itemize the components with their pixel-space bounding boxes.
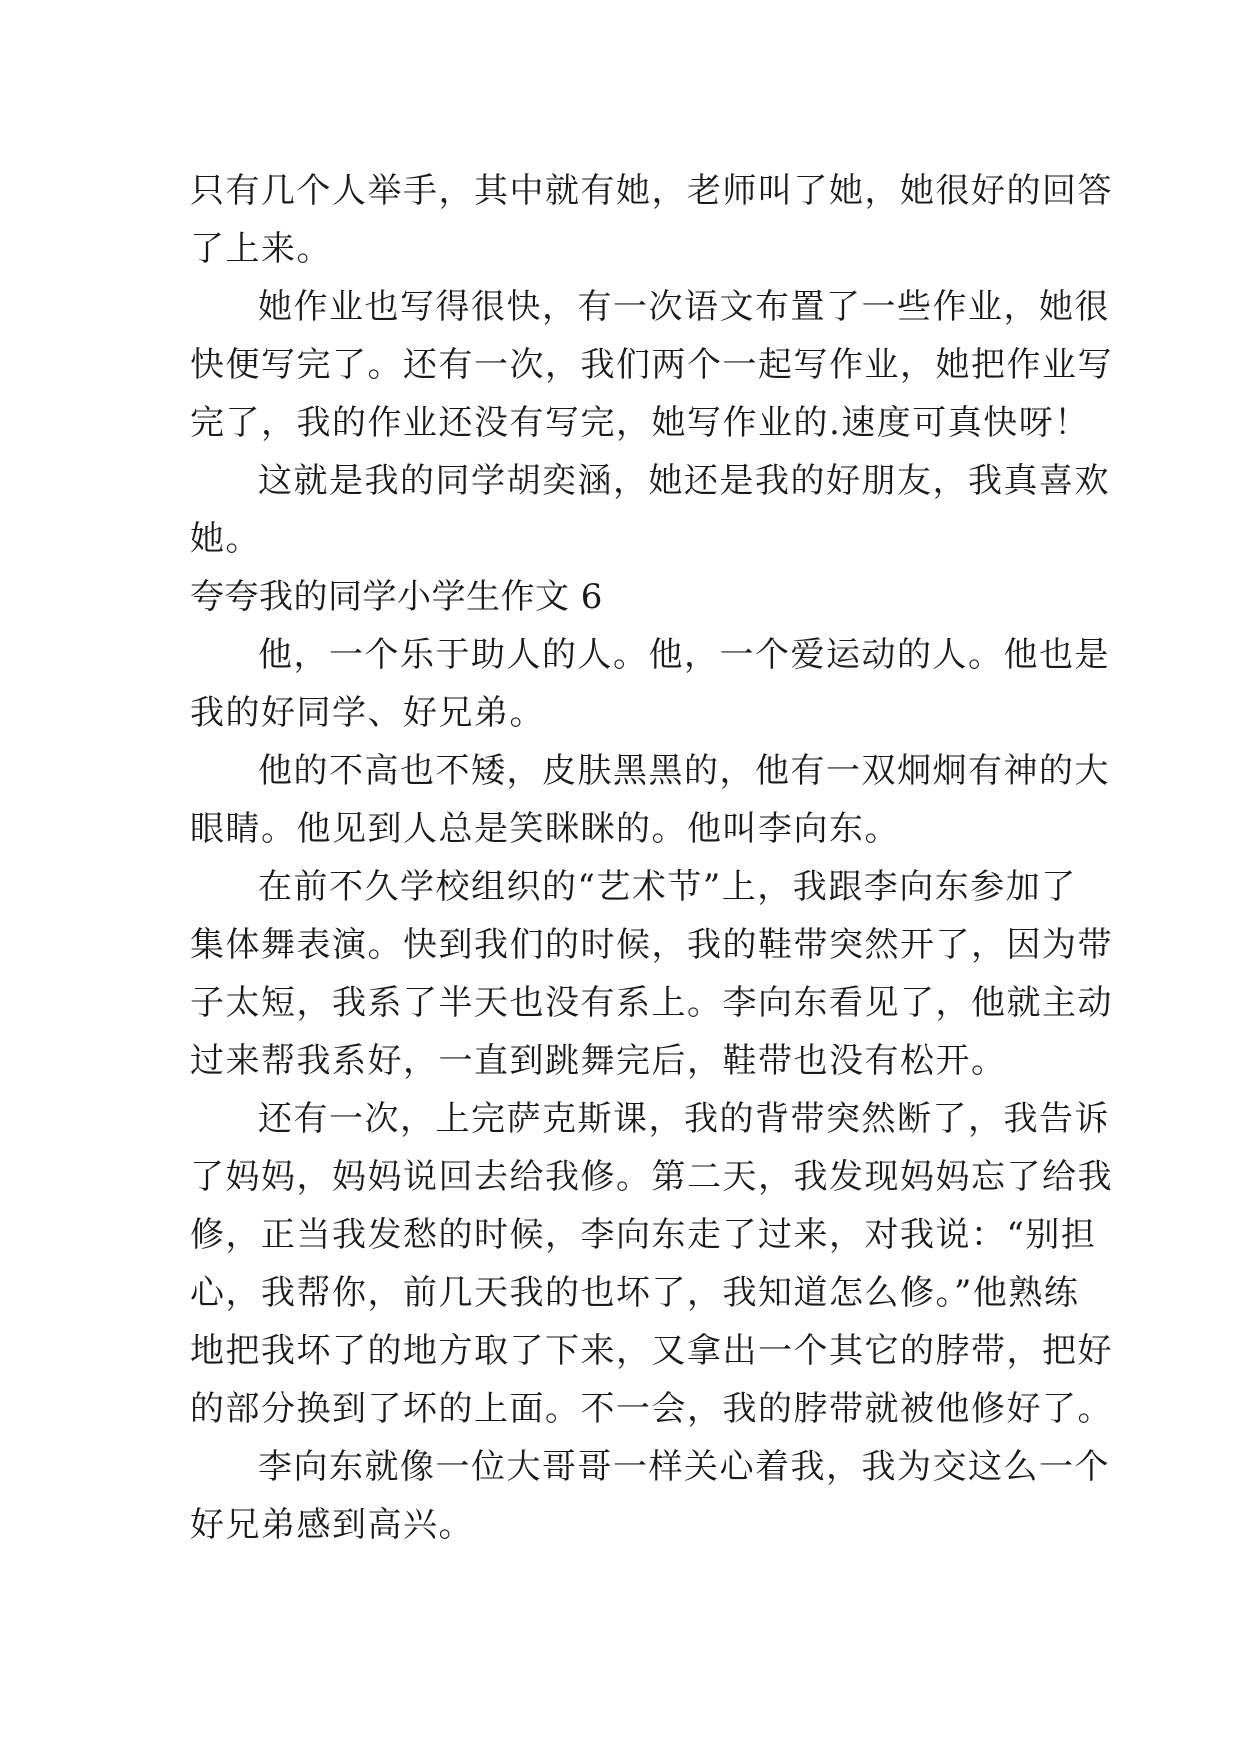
paragraph-start-line: 李向东就像一位大哥哥一样关心着我，我为交这么一个: [258, 1447, 1110, 1487]
paragraph-start-line: 他，一个乐于助人的人。他，一个爱运动的人。他也是: [258, 635, 1110, 675]
text-line: 子太短，我系了半天也没有系上。李向东看见了，他就主动: [190, 983, 1113, 1023]
text-line: 眼睛。他见到人总是笑眯眯的。他叫李向东。: [190, 809, 900, 849]
paragraph-start-line: 她作业也写得很快，有一次语文布置了一些作业，她很: [258, 287, 1110, 327]
text-line: 修，正当我发愁的时候，李向东走了过来，对我说：“别担: [190, 1215, 1097, 1255]
text-line: 只有几个人举手，其中就有她，老师叫了她，她很好的回答: [190, 171, 1113, 211]
section-heading: 夸夸我的同学小学生作文 6: [190, 577, 603, 617]
text-line: 的部分换到了坏的上面。不一会，我的脖带就被他修好了。: [190, 1389, 1113, 1429]
text-line: 心，我帮你，前几天我的也坏了，我知道怎么修。”他熟练: [190, 1273, 1080, 1313]
paragraph-start-line: 他的不高也不矮，皮肤黑黑的，他有一双炯炯有神的大: [258, 751, 1110, 791]
text-line: 了上来。: [190, 229, 332, 269]
text-line: 了妈妈，妈妈说回去给我修。第二天，我发现妈妈忘了给我: [190, 1157, 1113, 1197]
text-line: 好兄弟感到高兴。: [190, 1505, 474, 1545]
text-line: 地把我坏了的地方取了下来，又拿出一个其它的脖带，把好: [190, 1331, 1113, 1371]
text-line: 完了，我的作业还没有写完，她写作业的.速度可真快呀！: [190, 403, 1090, 443]
text-line: 她。: [190, 519, 261, 559]
text-line: 集体舞表演。快到我们的时候，我的鞋带突然开了，因为带: [190, 925, 1113, 965]
text-line: 我的好同学、好兄弟。: [190, 693, 545, 733]
paragraph-start-line: 还有一次，上完萨克斯课，我的背带突然断了，我告诉: [258, 1099, 1110, 1139]
paragraph-start-line: 这就是我的同学胡奕涵，她还是我的好朋友，我真喜欢: [258, 461, 1110, 501]
text-line: 过来帮我系好，一直到跳舞完后，鞋带也没有松开。: [190, 1041, 1007, 1081]
text-line: 快便写完了。还有一次，我们两个一起写作业，她把作业写: [190, 345, 1113, 385]
paragraph-start-line: 在前不久学校组织的“艺术节”上，我跟李向东参加了: [258, 867, 1077, 907]
essay-body: [190, 162, 1113, 1554]
